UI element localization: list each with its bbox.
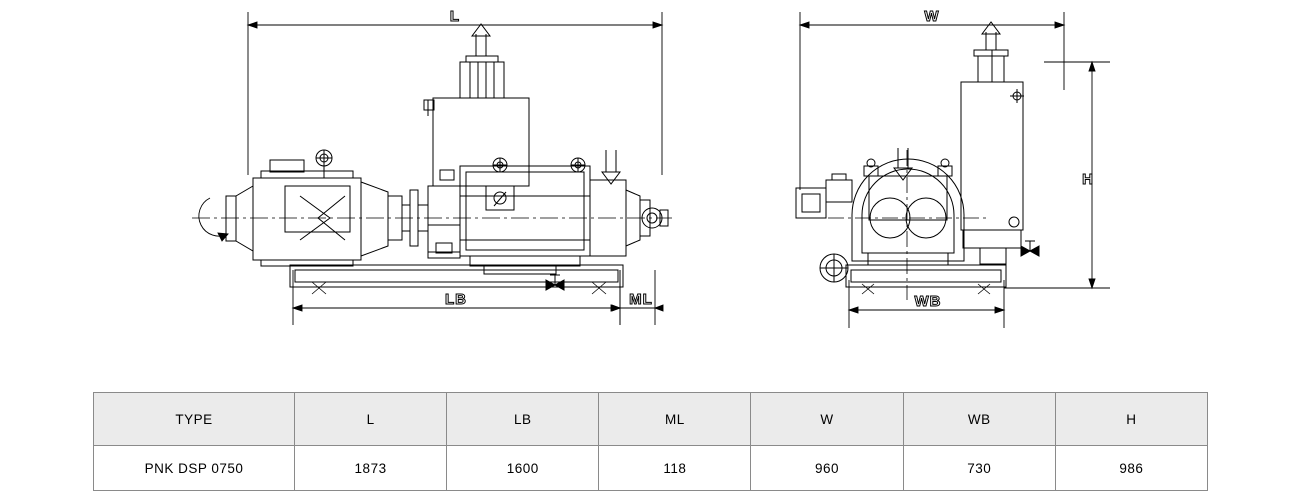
table-row [94,446,1208,491]
label-WB: WB [914,293,942,310]
cell-lb: 1600 [447,446,599,491]
cell-w: 960 [751,446,903,491]
col-header-ml: ML [599,393,751,446]
col-header-w: W [751,393,903,446]
top-flanges [440,158,585,180]
dimension-L [248,12,662,175]
drain-valve [546,275,564,290]
outlet-arrow-front [982,22,1000,50]
top-vessel-front [961,50,1024,264]
col-header-lb: LB [447,393,599,446]
label-ML: ML [629,291,653,308]
pump-casing-front [852,159,964,265]
coupling-housing [361,182,460,258]
inlet-arrow-front [894,148,912,180]
dimension-table [93,392,1208,491]
col-header-l: L [295,393,447,446]
base-plate [290,265,623,287]
base-plate-front [846,265,1006,287]
front-view [796,8,1110,328]
col-header-wb: WB [903,393,1055,446]
outlet-arrow [472,24,490,56]
cell-h: 986 [1055,446,1207,491]
inlet-arrow [602,150,620,184]
cell-wb: 730 [903,446,1055,491]
table-header-row [94,393,1208,446]
cell-l: 1873 [295,446,447,491]
dimension-table-wrapper [93,392,1208,491]
col-header-h: H [1055,393,1207,446]
left-bracket [796,174,852,282]
label-LB: LB [445,291,467,308]
cell-type: PNK DSP 0750 [94,446,295,491]
label-L: L [449,8,461,25]
label-H: H [1082,171,1094,188]
dimension-W [800,12,1064,190]
side-view [192,8,672,325]
label-W: W [924,8,940,25]
gear-box [460,166,590,274]
cell-ml: 118 [599,446,751,491]
col-header-type: TYPE [94,393,295,446]
rotation-arrow [199,198,228,241]
motor [226,150,361,266]
valve-front [1021,241,1039,256]
